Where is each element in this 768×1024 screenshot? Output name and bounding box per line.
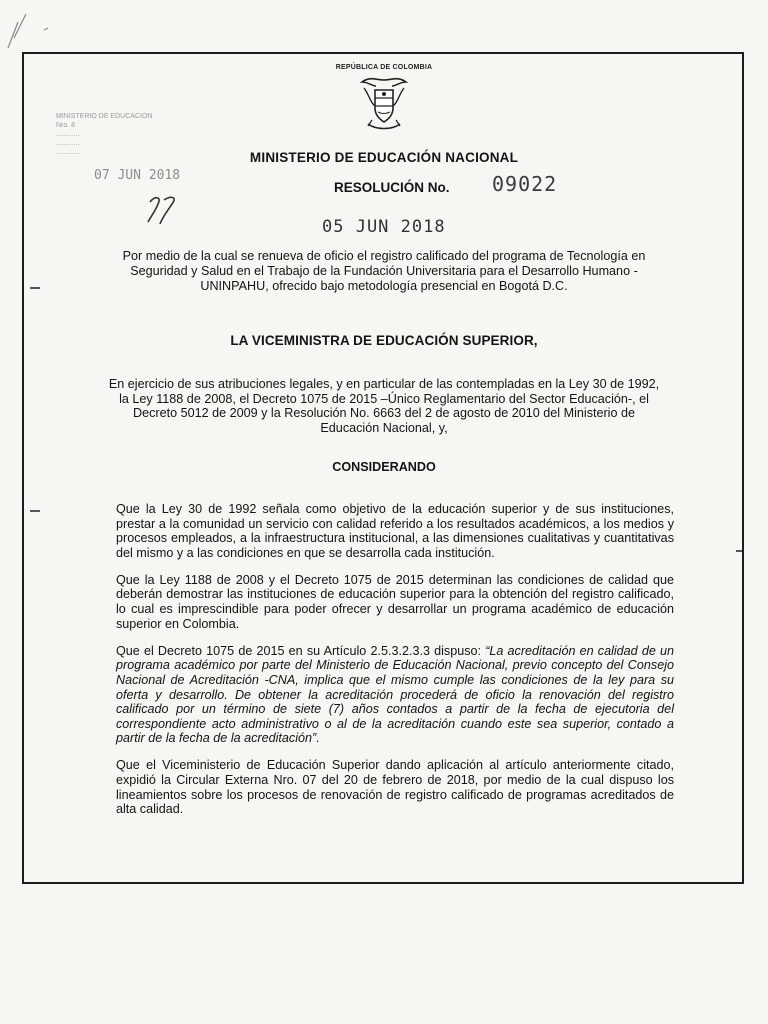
- stamp-date: 07 JUN 2018: [94, 168, 181, 183]
- resolution-date: 05 JUN 2018: [322, 217, 446, 237]
- ministry-name: MINISTERIO DE EDUCACIÓN NACIONAL: [249, 150, 519, 165]
- stamp-line: ............: [56, 140, 80, 147]
- stamp-line: ............: [56, 149, 80, 156]
- legal-powers: En ejercicio de sus atribuciones legales, y en particular de las contempladas en la Ley 30 de 1992, la Ley 1188 de 2008, el Decreto 1075 de 2015 –Único Reglamentario del Sector Educación-, el Decreto 5012 de 2009 y la Resolución No. 6663 del 2 de agosto de 2010 del Ministerio de Educación Nacional, y,: [108, 377, 660, 435]
- scan-mark-top-left: [4, 8, 74, 52]
- authority-heading: LA VICEMINISTRA DE EDUCACIÓN SUPERIOR,: [230, 333, 538, 348]
- considerando-heading: CONSIDERANDO: [332, 460, 436, 474]
- stamp-line: MINISTERIO DE EDUCACIÓN: [56, 113, 153, 120]
- paragraph-1: Que la Ley 30 de 1992 señala como objetivo de la educación superior y de sus instituciones, prestar a la comunidad un servicio con calidad referido a los resultados académicos, a los medios y procesos empleados, a la infraestructura institucional, a las dimensiones cualitativas y cuantitativas del mismo y a las condiciones en que se desarrolla cada institución.: [116, 502, 674, 560]
- resolution-summary: Por medio de la cual se renueva de oficio el registro calificado del programa de Tecnología en Seguridad y Salud en el Trabajo de la Fundación Universitaria para el Desarrollo Humano - UNINPAHU, ofrecido bajo metodología presencial en Bogotá D.C.: [122, 249, 646, 293]
- republic-label: REPÚBLICA DE COLOMBIA: [335, 64, 433, 71]
- paragraph-3-intro: Que el Decreto 1075 de 2015 en su Artículo 2.5.3.2.3.3 dispuso:: [116, 643, 486, 658]
- resolution-number: 09022: [492, 172, 558, 196]
- paragraph-3-quote: “La acreditación en calidad de un programa académico por parte del Ministerio de Educación Nacional, previo concepto del Consejo Nacional de Acreditación -CNA, implica que el mismo cumple las condiciones de la ley para su oferta y desarrollo. De obtener la acreditación procederá de oficio la renovación del registro calificado por un término de siete (7) años contados a partir de la fecha de ejecutoria del correspondiente acto administrativo o al de la acreditación cuando este sea superior, contado a partir de la fecha de la acreditación”.: [116, 643, 675, 746]
- paragraph-3: [116, 644, 674, 746]
- stamp-line: Nro. 8: [56, 122, 76, 129]
- paragraph-2: Que la Ley 1188 de 2008 y el Decreto 1075 de 2015 determinan las condiciones de calidad que deberán demostrar las instituciones de educación superior para la obtención del registro calificado, lo cual es imprescindible para poder ofrecer y desarrollar un programa académico de educación superior en Colombia.: [116, 572, 674, 631]
- paragraph-4: Que el Viceministerio de Educación Superior dando aplicación al artículo anteriormente citado, expidió la Circular Externa Nro. 07 del 20 de febrero de 2018, por medio de la cual dispuso los lineamientos sobre los procesos de renovación de registro calificado de programas acreditados de alta calidad.: [116, 758, 674, 817]
- resolution-label: RESOLUCIÓN No.: [334, 180, 450, 195]
- stamp-line: ............: [56, 131, 80, 138]
- considerations-body: [116, 502, 674, 829]
- handwritten-signature: [144, 192, 194, 226]
- coat-of-arms-icon: [356, 74, 412, 134]
